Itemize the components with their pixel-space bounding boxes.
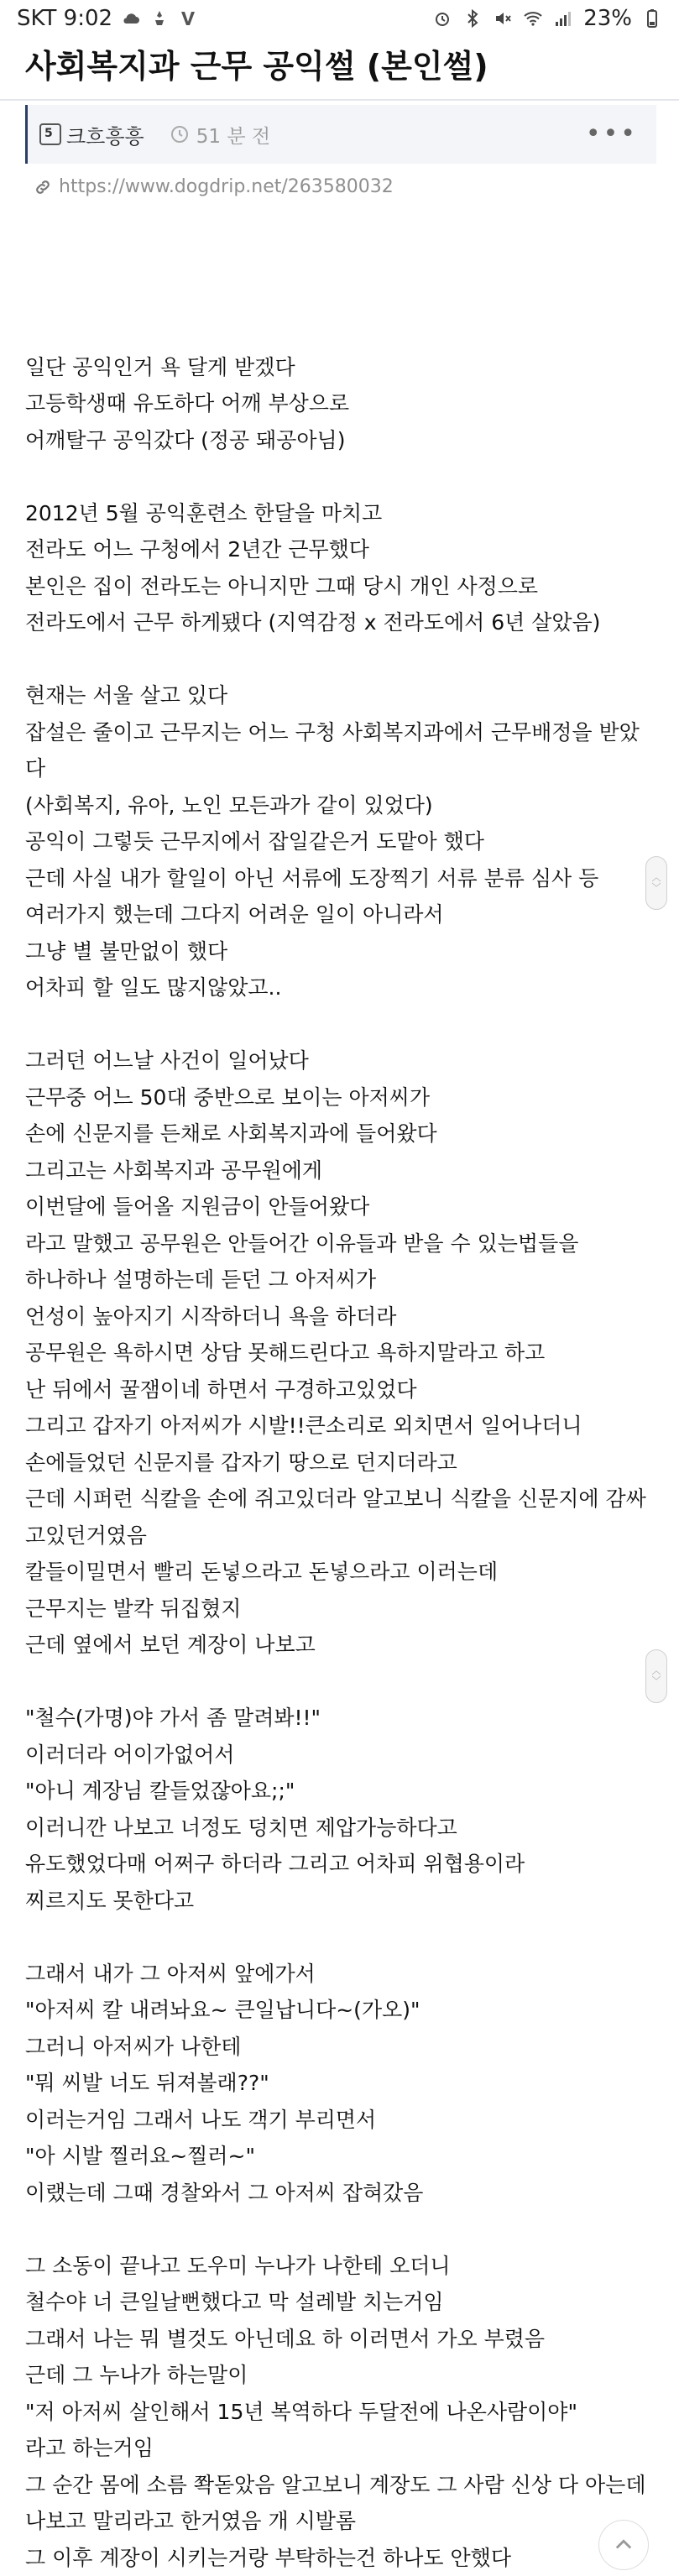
cloud-icon: [121, 8, 141, 29]
body-text-line: 그 소동이 끝나고 도우미 누나가 나한테 오더니: [25, 2248, 656, 2285]
body-text-line: "아니 계장님 칼들었잖아요;;": [25, 1773, 656, 1810]
body-text-line: 이번달에 들어올 지원금이 안들어왔다: [25, 1189, 656, 1225]
scroll-handle[interactable]: [645, 856, 667, 910]
body-text-line: 유도했었다매 어쩌구 하더라 그리고 어차피 위협용이라: [25, 1846, 656, 1883]
signal-icon: [553, 8, 573, 29]
body-text-line: 난 뒤에서 꿀잼이네 하면서 구경하고있었다: [25, 1372, 656, 1408]
chevron-down-icon: ﹀: [652, 883, 661, 893]
body-text-line: (사회복지, 유아, 노인 모든과가 같이 있었다): [25, 787, 656, 824]
body-text-line: 이러더라 어이가없어서: [25, 1737, 656, 1774]
chevron-down-icon: ﹀: [652, 1676, 661, 1686]
author-name[interactable]: 크흐흥흥: [66, 120, 144, 149]
body-text-line: 근무지는 발칵 뒤집혔지: [25, 1591, 656, 1628]
body-text-line: 그래서 나는 뭐 별것도 아닌데요 하 이러면서 가오 부렸음: [25, 2321, 656, 2358]
body-text-line: 언성이 높아지기 시작하더니 욕을 하더라: [25, 1298, 656, 1335]
body-text-line: 일단 공익인거 욕 달게 받겠다: [25, 349, 656, 386]
more-options-button[interactable]: •••: [586, 122, 638, 147]
bluetooth-icon: [462, 8, 483, 29]
post-body: [25, 312, 656, 2576]
body-text-line: "아 시발 찔러요~찔러~": [25, 2138, 656, 2175]
body-text-line: 이랬는데 그때 경찰와서 그 아저씨 잡혀갔음: [25, 2175, 656, 2212]
body-text-line: 그 순간 몸에 소름 쫙돋았음 알고보니 계장도 그 사람 신상 다 아는데: [25, 2467, 656, 2504]
body-text-line: 라고 말했고 공무원은 안들어간 이유들과 받을 수 있는법들을: [25, 1225, 656, 1262]
author-bar: [25, 105, 656, 164]
carrier-time: SKT 9:02: [17, 6, 112, 31]
clock-icon: [170, 124, 190, 144]
body-text-line: 그냥 별 불만없이 했다: [25, 933, 656, 970]
body-text-line: 어깨탈구 공익갔다 (정공 돼공아님): [25, 422, 656, 459]
scroll-handle[interactable]: [645, 1649, 667, 1703]
body-text-line: 잡설은 줄이고 근무지는 어느 구청 사회복지과에서 근무배정을 받았: [25, 714, 656, 751]
body-text-line: 칼들이밀면서 빨리 돈넣으라고 돈넣으라고 이러는데: [25, 1554, 656, 1591]
battery-percent: 23%: [583, 6, 632, 31]
title-divider: [0, 99, 679, 101]
body-text-line: "저 아저씨 살인해서 15년 복역하다 두달전에 나온사람이야": [25, 2394, 656, 2431]
battery-icon: [642, 8, 662, 29]
body-text-line: 여러가지 했는데 그다지 어려운 일이 아니라서: [25, 896, 656, 933]
body-text-line: 나보고 말리라고 한거였음 개 시발롬: [25, 2503, 656, 2540]
body-text-line: "철수(가명)야 가서 좀 말려봐!!": [25, 1700, 656, 1737]
body-text-line: 2012년 5월 공익훈련소 한달을 마치고: [25, 495, 656, 532]
body-text-line: 근데 그 누나가 하는말이: [25, 2357, 656, 2394]
body-text-line: 고등학생때 유도하다 어깨 부상으로: [25, 385, 656, 422]
body-text-line: 그러던 어느날 사건이 일어났다: [25, 1042, 656, 1079]
body-text-line: 그러니 아저씨가 나한테: [25, 2029, 656, 2066]
body-text-line: 이러니깐 나보고 너정도 덩치면 제압가능하다고: [25, 1810, 656, 1847]
post-time: 51 분 전: [196, 121, 270, 149]
body-text-line: 그리고 갑자기 아저씨가 시발!!큰소리로 외치면서 일어나더니: [25, 1408, 656, 1445]
blank-line: [25, 641, 656, 678]
wifi-icon: [523, 8, 543, 29]
author-level-icon: 5: [39, 123, 61, 145]
post-url[interactable]: https://www.dogdrip.net/263580032: [59, 176, 394, 197]
blank-line: [25, 1006, 656, 1043]
post-title: 사회복지과 근무 공익썰 (본인썰): [25, 40, 663, 86]
post-url-row[interactable]: [34, 176, 394, 197]
body-text-line: 고있던거였음: [25, 1518, 656, 1554]
status-bar: [0, 0, 679, 37]
link-icon: [34, 178, 52, 196]
body-text-line: 근데 옆에서 보던 계장이 나보고: [25, 1627, 656, 1664]
body-text-line: 그 이후 계장이 시키는거랑 부탁하는건 하나도 안했다: [25, 2540, 656, 2576]
chevron-up-icon: [612, 2533, 635, 2557]
body-text-line: 손에들었던 신문지를 갑자기 땅으로 던지더라고: [25, 1445, 656, 1481]
body-text-line: 이러는거임 그래서 나도 객기 부리면서: [25, 2102, 656, 2139]
alarm-icon: [432, 8, 452, 29]
body-text-line: 라고 하는거임: [25, 2430, 656, 2467]
body-text-line: 전라도에서 근무 하게됐다 (지역감정 x 전라도에서 6년 살았음): [25, 604, 656, 641]
body-text-line: "뭐 씨발 너도 뒤져볼래??": [25, 2065, 656, 2102]
body-text-line: 근데 시퍼런 식칼을 손에 쥐고있더라 알고보니 식칼을 신문지에 감싸: [25, 1481, 656, 1518]
body-text-line: 근무중 어느 50대 중반으로 보이는 아저씨가: [25, 1079, 656, 1116]
scroll-top-button[interactable]: [598, 2520, 649, 2570]
notification-icon: [149, 8, 170, 29]
body-text-line: 공무원은 욕하시면 상담 못해드린다고 욕하지말라고 하고: [25, 1335, 656, 1372]
blank-line: [25, 1919, 656, 1956]
chevron-up-icon: ︿: [652, 873, 661, 883]
body-text-line: 현재는 서울 살고 있다: [25, 677, 656, 714]
body-text-line: 근데 사실 내가 할일이 아닌 서류에 도장찍기 서류 분류 심사 등: [25, 860, 656, 897]
body-text-line: 어차피 할 일도 많지않았고..: [25, 969, 656, 1006]
body-text-line: 그리고는 사회복지과 공무원에게: [25, 1152, 656, 1189]
body-text-line: 전라도 어느 구청에서 2년간 근무했다: [25, 531, 656, 568]
blank-line: [25, 312, 656, 349]
body-text-line: "아저씨 칼 내려놔요~ 큰일납니다~(가오)": [25, 1992, 656, 2029]
body-text-line: 하나하나 설명하는데 듣던 그 아저씨가: [25, 1262, 656, 1298]
body-text-line: 철수야 너 큰일날뻔했다고 막 설레발 치는거임: [25, 2284, 656, 2321]
app-v-icon: [178, 8, 198, 29]
body-text-line: 다: [25, 750, 656, 787]
blank-line: [25, 2211, 656, 2248]
chevron-up-icon: ︿: [652, 1666, 661, 1676]
blank-line: [25, 458, 656, 495]
body-text-line: 본인은 집이 전라도는 아니지만 그때 당시 개인 사정으로: [25, 568, 656, 605]
blank-line: [25, 1664, 656, 1701]
body-text-line: 공익이 그렇듯 근무지에서 잡일같은거 도맡아 했다: [25, 823, 656, 860]
body-text-line: 그래서 내가 그 아저씨 앞에가서: [25, 1956, 656, 1993]
body-text-line: 찌르지도 못한다고: [25, 1883, 656, 1920]
mute-icon: [493, 8, 513, 29]
body-text-line: 손에 신문지를 든채로 사회복지과에 들어왔다: [25, 1116, 656, 1152]
